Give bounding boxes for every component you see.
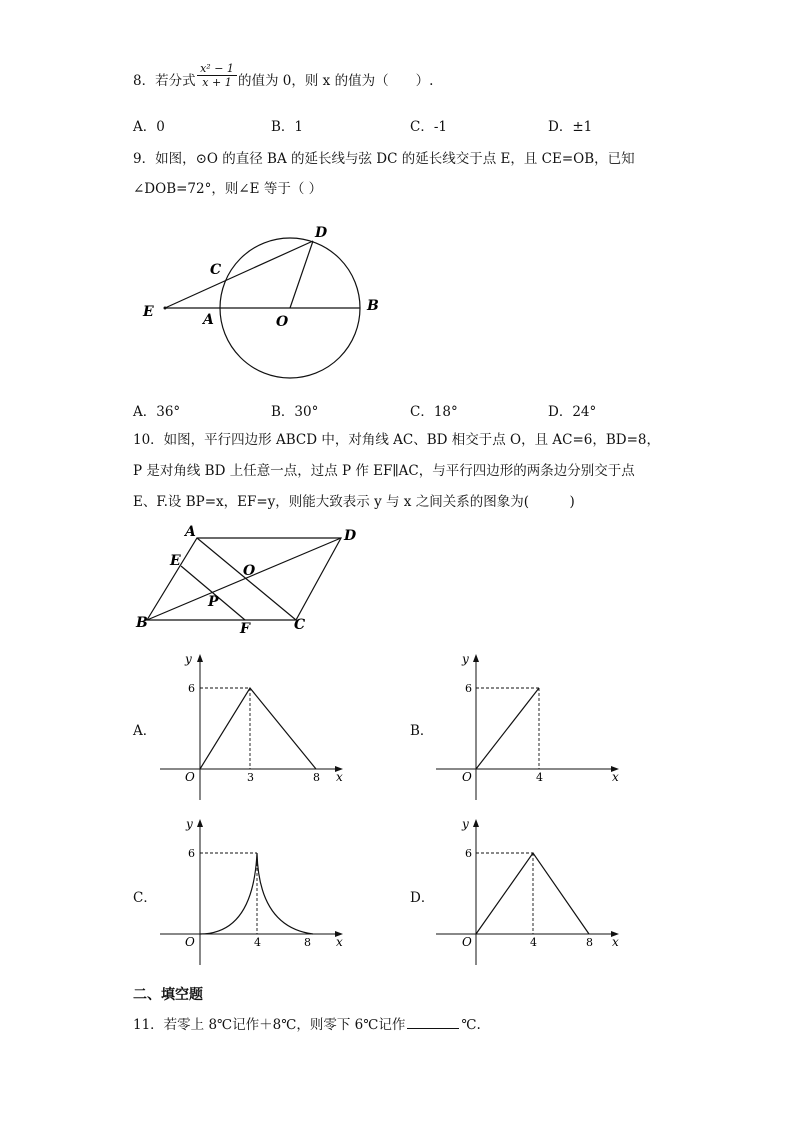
- q8-option-d: D．±1: [548, 119, 593, 135]
- function-line: [476, 853, 589, 934]
- y-axis-label: y: [185, 652, 192, 666]
- x-tick-label: 4: [254, 936, 261, 949]
- y-axis-arrow-icon: [197, 819, 203, 827]
- q10-graph-c: [155, 815, 355, 970]
- section-title: 二、填空题: [133, 987, 203, 1003]
- q9-option-d: D．24°: [548, 404, 597, 420]
- origin-label: O: [462, 770, 472, 784]
- x-tick-label: 3: [247, 771, 254, 784]
- q9-label-e: E: [143, 304, 154, 320]
- q8-stem-suffix: 的值为 0，则 x 的值为（ ）.: [238, 73, 434, 89]
- q8-option-c: C．-1: [410, 119, 447, 135]
- x-tick-label: 8: [313, 771, 320, 784]
- q9-circle-figure: [130, 215, 400, 390]
- x-tick-label: 8: [586, 936, 593, 949]
- y-tick-label: 6: [188, 682, 195, 695]
- q10-label-o: O: [243, 563, 256, 579]
- q10-label-d: D: [344, 528, 357, 544]
- q10-label-a: A: [185, 524, 196, 540]
- y-axis-label: y: [462, 652, 469, 666]
- q9-stem-line2: ∠DOB=72°，则∠E 等于（ ）: [133, 181, 323, 197]
- q11-stem-after: ℃.: [461, 1017, 481, 1033]
- q10-graph-b: [431, 648, 631, 803]
- q9-option-b: B．30°: [271, 404, 319, 420]
- y-axis-arrow-icon: [197, 654, 203, 662]
- x-tick-label: 4: [536, 771, 543, 784]
- q8-option-a: A．0: [133, 119, 165, 135]
- q9-line-od: [290, 241, 313, 308]
- q10-graph-a-label: A．: [133, 723, 157, 739]
- q10-label-e: E: [170, 553, 181, 569]
- x-axis-label: x: [612, 935, 619, 949]
- y-axis-arrow-icon: [473, 819, 479, 827]
- q10-graph-d-label: D．: [410, 890, 435, 906]
- x-tick-label: 8: [304, 936, 311, 949]
- x-axis-label: x: [612, 770, 619, 784]
- q11-stem-before: 11．若零上 8℃记作＋8℃，则零下 6℃记作: [133, 1017, 406, 1033]
- function-line: [476, 688, 539, 769]
- q9-label-c: C: [210, 262, 222, 278]
- function-curve: [200, 853, 313, 934]
- q11-stem: [133, 1015, 481, 1034]
- q8-stem: 8．若分式: [133, 73, 196, 89]
- q10-diagonal-bd: [147, 538, 341, 620]
- q10-graph-d: [431, 815, 631, 970]
- q9-label-o: O: [276, 314, 289, 330]
- x-tick-label: 4: [530, 936, 537, 949]
- q10-graph-c-label: C．: [133, 890, 157, 906]
- q10-stem-line1: 10．如图，平行四边形 ABCD 中，对角线 AC、BD 相交于点 O，且 AC=6，BD=8，: [133, 432, 661, 448]
- q9-label-a: A: [203, 312, 214, 328]
- q10-parallelogram-figure: [130, 522, 370, 640]
- q11-answer-blank[interactable]: [407, 1015, 459, 1029]
- origin-label: O: [462, 935, 472, 949]
- y-axis-label: y: [462, 817, 469, 831]
- q9-option-a: A．36°: [133, 404, 181, 420]
- q9-stem-line1: 9．如图，⊙O 的直径 BA 的延长线与弦 DC 的延长线交于点 E，且 CE=OB，已知: [133, 151, 635, 167]
- q10-graph-b-label: B．: [410, 723, 434, 739]
- q10-label-f: F: [240, 621, 250, 637]
- q10-graph-a: [155, 648, 355, 803]
- q8-option-b: B．1: [271, 119, 304, 135]
- q10-label-c: C: [294, 617, 306, 633]
- q9-label-b: B: [367, 298, 379, 314]
- q10-stem-line2: P 是对角线 BD 上任意一点，过点 P 作 EF∥AC，与平行四边形的两条边分别交于点: [133, 463, 635, 479]
- origin-label: O: [185, 935, 195, 949]
- x-axis-label: x: [336, 935, 343, 949]
- y-axis-arrow-icon: [473, 654, 479, 662]
- y-tick-label: 6: [465, 682, 472, 695]
- x-axis-label: x: [336, 770, 343, 784]
- y-tick-label: 6: [188, 847, 195, 860]
- q10-label-b: B: [136, 615, 148, 631]
- origin-label: O: [185, 770, 195, 784]
- q9-option-c: C．18°: [410, 404, 458, 420]
- q10-stem-line3: E、F.设 BP=x，EF=y，则能大致表示 y 与 x 之间关系的图象为( ): [133, 494, 575, 510]
- function-line: [200, 688, 316, 769]
- q9-label-d: D: [315, 225, 328, 241]
- y-tick-label: 6: [465, 847, 472, 860]
- q10-label-p: P: [208, 594, 219, 610]
- q8-fraction-denominator: x + 1: [197, 75, 237, 89]
- q8-fraction: [197, 62, 237, 89]
- y-axis-label: y: [186, 817, 193, 831]
- q10-segment-ef: [181, 566, 245, 620]
- q8-fraction-numerator: x² − 1: [200, 62, 234, 75]
- q9-point-e: [164, 307, 167, 310]
- q9-line-ed: [165, 241, 313, 308]
